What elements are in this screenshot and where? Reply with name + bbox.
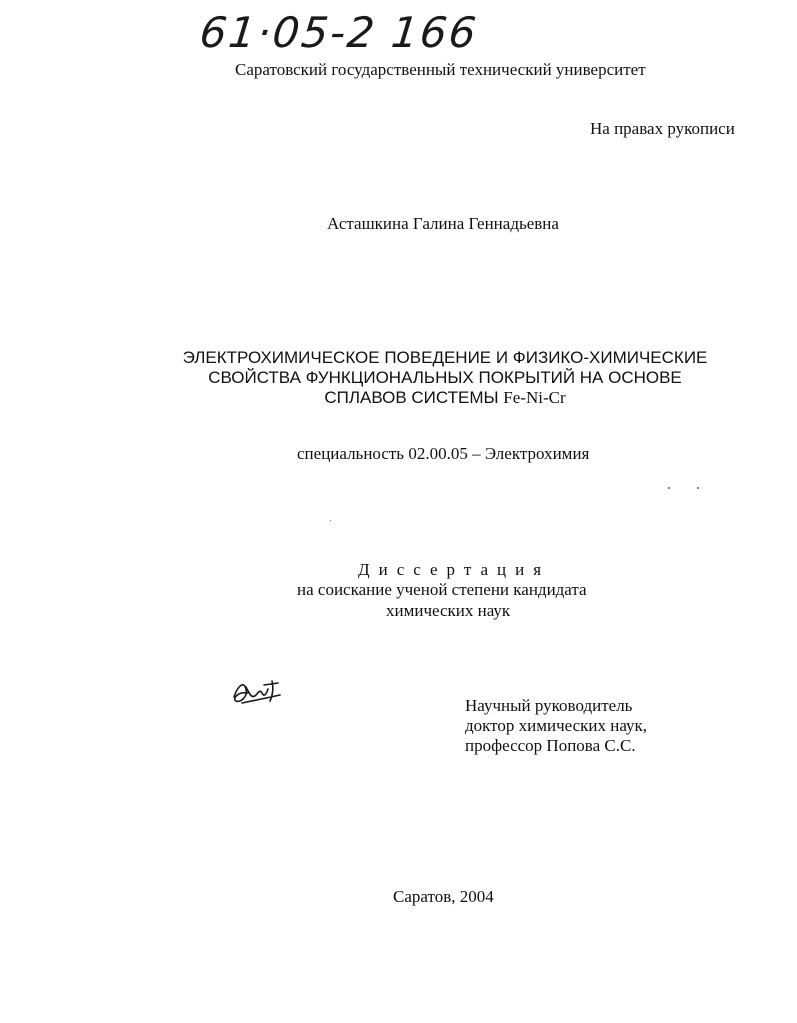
supervisor-block	[465, 696, 647, 756]
handwritten-signature	[228, 675, 288, 709]
title-line-3	[150, 388, 740, 408]
specialty: специальность 02.00.05 – Электрохимия	[297, 444, 590, 463]
university-name: Саратовский государственный технический университет	[235, 60, 646, 79]
supervisor-role: Научный руководитель	[465, 696, 633, 715]
title-line-3-text: СПЛАВОВ СИСТЕМЫ	[324, 388, 499, 407]
alloy-system: Fe-Ni-Cr	[503, 388, 566, 407]
dissertation-title	[150, 348, 740, 408]
scan-speck	[330, 520, 331, 521]
title-line-2: СВОЙСТВА ФУНКЦИОНАЛЬНЫХ ПОКРЫТИЙ НА ОСНОВЕ	[208, 368, 682, 387]
handwritten-catalog-number: 61·05-2 166	[197, 8, 481, 57]
title-line-1: ЭЛЕКТРОХИМИЧЕСКОЕ ПОВЕДЕНИЕ И ФИЗИКО-ХИМИЧЕСКИЕ	[182, 348, 708, 367]
manuscript-rights-note: На правах рукописи	[590, 119, 735, 138]
scan-speck	[668, 487, 670, 489]
dissertation-degree-line: на соискание ученой степени кандидата	[297, 580, 587, 599]
city-and-year: Саратов, 2004	[393, 887, 494, 906]
scan-speck	[697, 487, 699, 489]
dissertation-heading: Диссертация	[358, 560, 551, 579]
supervisor-degree: доктор химических наук,	[465, 716, 648, 735]
author-name: Асташкина Галина Геннадьевна	[327, 214, 559, 233]
dissertation-field-line: химических наук	[386, 601, 511, 620]
supervisor-name: профессор Попова С.С.	[465, 736, 636, 755]
